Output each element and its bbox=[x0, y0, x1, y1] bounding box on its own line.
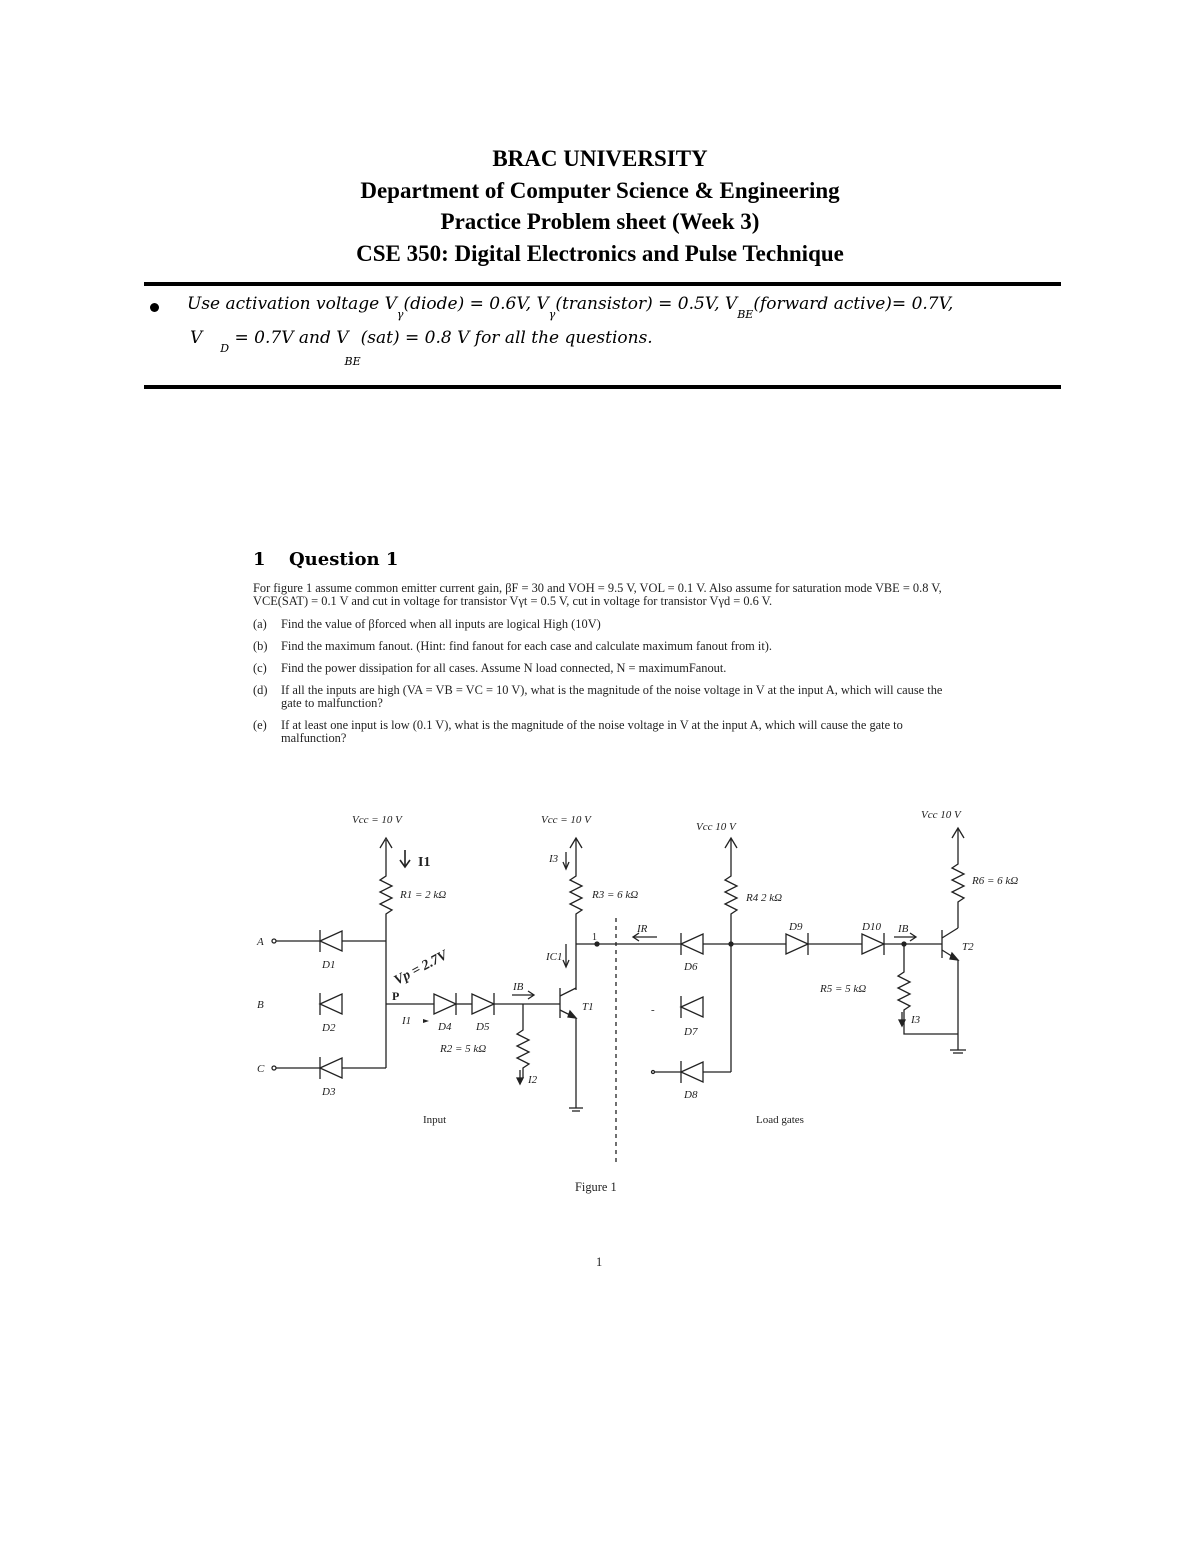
vcc1-arrow-icon bbox=[380, 838, 392, 868]
r3-resistor bbox=[570, 868, 582, 944]
vcc2-arrow-icon bbox=[570, 838, 582, 868]
vcc4-arrow-icon bbox=[952, 828, 964, 858]
i1-arrow-icon bbox=[423, 1019, 429, 1023]
d8-label: D8 bbox=[684, 1089, 698, 1101]
input-a-terminal bbox=[272, 939, 276, 943]
i2-label: I2 bbox=[528, 1074, 538, 1086]
r4-resistor bbox=[725, 868, 737, 1068]
department-name: Department of Computer Science & Engineering bbox=[360, 177, 840, 203]
diode-d9 bbox=[786, 933, 808, 955]
output-node-mark: 1 bbox=[592, 932, 597, 943]
diode-d4 bbox=[434, 993, 456, 1015]
transistor-t1 bbox=[558, 988, 576, 1018]
d3-label: D3 bbox=[322, 1086, 336, 1098]
t2-label: T2 bbox=[962, 941, 974, 953]
diode-d7 bbox=[681, 996, 703, 1018]
vcc4-label: Vcc 10 V bbox=[921, 809, 961, 821]
r2-resistor bbox=[517, 1004, 529, 1078]
d8-input-terminal bbox=[652, 1071, 655, 1074]
input-b-label: B bbox=[257, 999, 264, 1011]
question-part-e: (e) If at least one input is low (0.1 V), what is the magnitude of the noise voltage in V at the input A, which will cause the gate to malfunction? bbox=[253, 718, 903, 745]
d9-label: D9 bbox=[789, 921, 803, 933]
ib2-label: IB bbox=[898, 923, 909, 935]
i1-handwritten-arrow-icon bbox=[400, 850, 410, 867]
input-c-terminal bbox=[272, 1066, 276, 1070]
question-part-b: (b) Find the maximum fanout. (Hint: find fanout for each case and calculate maximum fanout from it). bbox=[253, 639, 773, 653]
d4-label: D4 bbox=[438, 1021, 452, 1033]
page-number: 1 bbox=[596, 1255, 603, 1269]
d10-label: D10 bbox=[862, 921, 881, 933]
input-section-label: Input bbox=[423, 1114, 447, 1126]
question-heading: 1 Question 1 bbox=[253, 549, 399, 570]
ir-label: IR bbox=[637, 923, 648, 935]
vcc2-label: Vcc = 10 V bbox=[541, 814, 591, 826]
question-intro: For figure 1 assume common emitter current gain, βF = 30 and VOH = 9.5 V, VOL = 0.1 V. Also assume for saturation mode VBE = 0.8 V, VCE(SAT) = 0.1 V and cut in voltage for transistor Vγt = 0.5 V, cut in voltage for transistor Vγd = 0.6 V. bbox=[253, 581, 942, 608]
r5-resistor bbox=[898, 944, 910, 1020]
diode-d3 bbox=[320, 1057, 342, 1079]
instruction-line-2: $V_D = 0.7V$ and $V_{BE}(sat) = 0.8$ V for all the questions. bbox=[190, 328, 653, 368]
sheet-title: Practice Problem sheet (Week 3) bbox=[440, 209, 760, 234]
ic1-arrow-icon bbox=[563, 944, 569, 967]
r6-resistor bbox=[952, 858, 964, 928]
r6-label: R6 = 6 kΩ bbox=[972, 875, 1019, 887]
r3-label: R3 = 6 kΩ bbox=[592, 889, 639, 901]
node-p-label: P bbox=[392, 989, 400, 1003]
d7-label: D7 bbox=[684, 1026, 698, 1038]
ic1-label: IC1 bbox=[546, 951, 563, 963]
course-title: CSE 350: Digital Electronics and Pulse Technique bbox=[356, 240, 844, 266]
question-part-c: (c) Find the power dissipation for all cases. Assume N load connected, N = maximumFanout. bbox=[253, 661, 727, 675]
vcc3-label: Vcc 10 V bbox=[696, 821, 736, 833]
r5-label: R5 = 5 kΩ bbox=[820, 983, 867, 995]
input-a-label: A bbox=[257, 936, 264, 948]
r2-label: R2 = 5 kΩ bbox=[440, 1043, 487, 1055]
instruction-line-1: Use activation voltage $V_\gamma(diode) = 0.6V$, $V_\gamma(transistor) = 0.5V$, $V_{BE}(forward$ active)= 0.7V, bbox=[187, 294, 954, 321]
vp-handwritten-note: Vp = 2.7V bbox=[391, 947, 451, 989]
i3b-label: I3 bbox=[911, 1014, 921, 1026]
d1-label: D1 bbox=[322, 959, 336, 971]
input-c-label: C bbox=[257, 1063, 265, 1075]
t1-label: T1 bbox=[582, 1001, 594, 1013]
university-name: BRAC UNIVERSITY bbox=[492, 146, 708, 171]
figure-caption: Figure 1 bbox=[575, 1180, 617, 1194]
question-part-d: (d) If all the inputs are high (VA = VB = VC = 10 V), what is the magnitude of the noise voltage in V at the input A, which will cause the gate to malfunction? bbox=[253, 683, 943, 710]
diode-d8 bbox=[681, 1061, 703, 1083]
d7-input-dot: - bbox=[651, 1004, 655, 1016]
diode-d5 bbox=[472, 993, 494, 1015]
diode-d10 bbox=[862, 933, 884, 955]
question-part-a: (a) Find the value of βforced when all inputs are logical High (10V) bbox=[253, 617, 601, 631]
transistor-t2 bbox=[942, 928, 958, 960]
diode-d2 bbox=[320, 993, 342, 1015]
d5-label: D5 bbox=[476, 1021, 490, 1033]
r1-label: R1 = 2 kΩ bbox=[400, 889, 447, 901]
ground2-icon bbox=[950, 1050, 966, 1053]
d6-label: D6 bbox=[684, 961, 698, 973]
ground1-icon bbox=[569, 1108, 583, 1111]
vcc3-arrow-icon bbox=[725, 838, 737, 868]
ib-label: IB bbox=[513, 981, 524, 993]
i1-label: I1 bbox=[402, 1015, 412, 1027]
d2-label: D2 bbox=[322, 1022, 336, 1034]
load-gates-label: Load gates bbox=[756, 1114, 804, 1126]
diode-d6 bbox=[681, 933, 703, 955]
r1-resistor bbox=[380, 868, 392, 940]
i1-handwritten-label: I1 bbox=[418, 855, 431, 870]
r4-label: R4 2 kΩ bbox=[746, 892, 783, 904]
i2-arrow-icon bbox=[517, 1070, 523, 1084]
vcc1-label: Vcc = 10 V bbox=[352, 814, 402, 826]
diode-d1 bbox=[320, 930, 342, 952]
i3-label: I3 bbox=[549, 853, 559, 865]
i3-arrow-icon bbox=[563, 852, 569, 869]
